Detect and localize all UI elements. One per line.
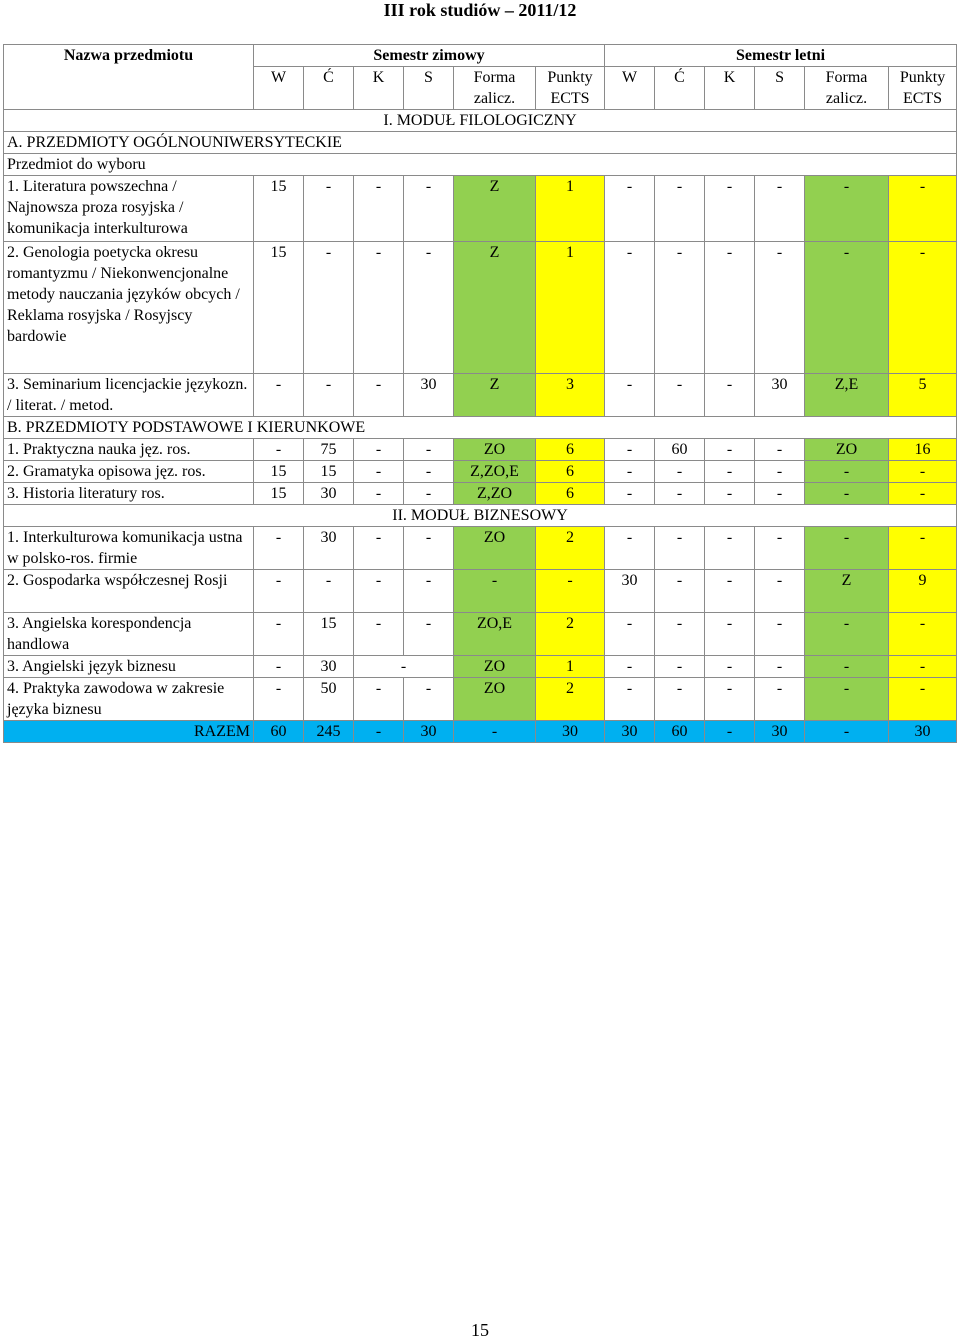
grade-cell: - xyxy=(705,439,755,461)
page-title: III rok studiów – 2011/12 xyxy=(383,0,577,20)
grade-cell: - xyxy=(755,461,805,483)
col-header: Punkty ECTS xyxy=(536,67,605,110)
subject-row xyxy=(4,678,957,721)
total-cell: 60 xyxy=(254,721,304,743)
subject-name: 3. Angielska korespondencja handlowa xyxy=(4,613,254,656)
grade-cell: - xyxy=(354,483,404,505)
grade-cell: - xyxy=(705,570,755,613)
grade-cell: - xyxy=(655,678,705,721)
grade-cell: - xyxy=(705,483,755,505)
grade-cell: 15 xyxy=(254,461,304,483)
grade-cell: - xyxy=(605,656,655,678)
grade-cell: - xyxy=(354,461,404,483)
grade-cell: - xyxy=(889,176,957,242)
module-heading: I. MODUŁ FILOLOGICZNY xyxy=(4,110,957,132)
grade-cell: - xyxy=(605,613,655,656)
grade-cell: - xyxy=(454,570,536,613)
grade-cell: 6 xyxy=(536,483,605,505)
grade-cell: - xyxy=(805,678,889,721)
col-header: Ć xyxy=(655,67,705,110)
subject-name: 2. Genologia poetycka okresu romantyzmu / Niekonwencjonalne metody nauczania języków obcych / Reklama rosyjska / Rosyjscy bardowie xyxy=(4,242,254,374)
grade-cell: - xyxy=(805,461,889,483)
grade-cell: - xyxy=(605,242,655,374)
grade-cell: - xyxy=(655,461,705,483)
col-header: S xyxy=(755,67,805,110)
header-subject-name: Nazwa przedmiotu xyxy=(4,45,254,110)
total-cell: 60 xyxy=(655,721,705,743)
total-cell: 245 xyxy=(304,721,354,743)
grade-cell: - xyxy=(404,439,454,461)
grade-cell: - xyxy=(605,176,655,242)
col-header: K xyxy=(705,67,755,110)
grade-cell: 15 xyxy=(254,176,304,242)
grade-cell: - xyxy=(889,527,957,570)
grade-cell: - xyxy=(805,242,889,374)
grade-cell: - xyxy=(254,656,304,678)
total-cell: 30 xyxy=(755,721,805,743)
grade-cell: 2 xyxy=(536,613,605,656)
grade-cell: - xyxy=(705,527,755,570)
grade-cell: - xyxy=(404,176,454,242)
page-number: 15 xyxy=(471,1320,489,1340)
col-header: W xyxy=(605,67,655,110)
col-header: Ć xyxy=(304,67,354,110)
grade-cell: - xyxy=(889,242,957,374)
grade-cell: 6 xyxy=(536,439,605,461)
header-summer-semester: Semestr letni xyxy=(605,45,957,67)
grade-cell: - xyxy=(304,374,354,417)
grade-cell: ZO xyxy=(454,656,536,678)
subject-name: 2. Gospodarka współczesnej Rosji xyxy=(4,570,254,613)
grade-cell: - xyxy=(755,242,805,374)
header-winter-semester: Semestr zimowy xyxy=(254,45,605,67)
grade-cell: - xyxy=(254,439,304,461)
grade-cell: - xyxy=(655,527,705,570)
grade-cell: - xyxy=(889,461,957,483)
grade-cell: Z xyxy=(454,176,536,242)
grade-cell: - xyxy=(304,176,354,242)
grade-cell: 15 xyxy=(254,242,304,374)
grade-cell: 9 xyxy=(889,570,957,613)
grade-cell: - xyxy=(404,483,454,505)
grade-cell: 30 xyxy=(304,527,354,570)
section-heading: A. PRZEDMIOTY OGÓLNOUNIWERSYTECKIE xyxy=(4,132,957,154)
grade-cell: ZO xyxy=(454,439,536,461)
grade-cell: - xyxy=(254,374,304,417)
grade-cell: - xyxy=(889,613,957,656)
grade-cell: 1 xyxy=(536,176,605,242)
subject-name: 1. Literatura powszechna / Najnowsza proza rosyjska / komunikacja interkulturowa xyxy=(4,176,254,242)
grade-cell: - xyxy=(655,242,705,374)
grade-cell: 30 xyxy=(404,374,454,417)
grade-cell: - xyxy=(304,242,354,374)
grade-cell: 2 xyxy=(536,678,605,721)
grade-cell: - xyxy=(254,570,304,613)
subject-name: 2. Gramatyka opisowa jęz. ros. xyxy=(4,461,254,483)
grade-cell: - xyxy=(404,570,454,613)
grade-cell: 30 xyxy=(304,483,354,505)
grade-cell: - xyxy=(354,176,404,242)
grade-cell: - xyxy=(805,176,889,242)
grade-cell: - xyxy=(755,176,805,242)
total-cell: 30 xyxy=(889,721,957,743)
grade-cell: - xyxy=(254,678,304,721)
grade-cell: - xyxy=(805,527,889,570)
grade-cell: Z xyxy=(805,570,889,613)
grade-cell: - xyxy=(605,527,655,570)
grade-cell: Z xyxy=(454,242,536,374)
grade-cell: Z,ZO,E xyxy=(454,461,536,483)
grade-cell: - xyxy=(354,570,404,613)
grade-cell: 15 xyxy=(304,461,354,483)
study-plan-table xyxy=(3,44,957,743)
subject-name: 1. Praktyczna nauka jęz. ros. xyxy=(4,439,254,461)
grade-cell: 16 xyxy=(889,439,957,461)
grade-cell: 2 xyxy=(536,527,605,570)
grade-cell: - xyxy=(705,461,755,483)
grade-cell: - xyxy=(705,374,755,417)
grade-cell: - xyxy=(755,483,805,505)
grade-cell: - xyxy=(655,483,705,505)
grade-cell: - xyxy=(354,656,454,678)
subject-name: 3. Historia literatury ros. xyxy=(4,483,254,505)
grade-cell: - xyxy=(705,656,755,678)
col-header: W xyxy=(254,67,304,110)
subject-row xyxy=(4,570,957,613)
grade-cell: - xyxy=(755,613,805,656)
total-cell: - xyxy=(354,721,404,743)
grade-cell: - xyxy=(889,678,957,721)
subject-name: 3. Seminarium licencjackie językozn. / literat. / metod. xyxy=(4,374,254,417)
subject-row xyxy=(4,439,957,461)
subject-name: 1. Interkulturowa komunikacja ustna w polsko-ros. firmie xyxy=(4,527,254,570)
grade-cell: - xyxy=(404,242,454,374)
grade-cell: - xyxy=(655,374,705,417)
grade-cell: - xyxy=(536,570,605,613)
elective-heading: Przedmiot do wyboru xyxy=(4,154,957,176)
grade-cell: - xyxy=(889,483,957,505)
total-row xyxy=(4,721,957,743)
subject-name: 3. Angielski język biznesu xyxy=(4,656,254,678)
total-cell: - xyxy=(805,721,889,743)
grade-cell: 5 xyxy=(889,374,957,417)
grade-cell: - xyxy=(605,461,655,483)
grade-cell: - xyxy=(889,656,957,678)
grade-cell: 15 xyxy=(304,613,354,656)
grade-cell: - xyxy=(705,613,755,656)
grade-cell: - xyxy=(755,439,805,461)
subject-row xyxy=(4,176,957,242)
grade-cell: - xyxy=(404,461,454,483)
grade-cell: - xyxy=(755,656,805,678)
total-cell: 30 xyxy=(605,721,655,743)
total-cell: 30 xyxy=(536,721,605,743)
grade-cell: 30 xyxy=(304,656,354,678)
grade-cell: 1 xyxy=(536,656,605,678)
grade-cell: - xyxy=(404,527,454,570)
grade-cell: 1 xyxy=(536,242,605,374)
subject-name: 4. Praktyka zawodowa w zakresie języka biznesu xyxy=(4,678,254,721)
subject-row xyxy=(4,374,957,417)
grade-cell: 30 xyxy=(605,570,655,613)
grade-cell: 60 xyxy=(655,439,705,461)
grade-cell: - xyxy=(354,374,404,417)
grade-cell: ZO xyxy=(805,439,889,461)
grade-cell: 6 xyxy=(536,461,605,483)
total-cell: 30 xyxy=(404,721,454,743)
grade-cell: - xyxy=(354,613,404,656)
grade-cell: - xyxy=(605,439,655,461)
col-header: Forma zalicz. xyxy=(454,67,536,110)
subject-row xyxy=(4,656,957,678)
grade-cell: 3 xyxy=(536,374,605,417)
grade-cell: - xyxy=(655,613,705,656)
grade-cell: - xyxy=(354,439,404,461)
grade-cell: - xyxy=(705,678,755,721)
grade-cell: - xyxy=(805,483,889,505)
grade-cell: - xyxy=(254,613,304,656)
total-cell: - xyxy=(705,721,755,743)
grade-cell: 15 xyxy=(254,483,304,505)
grade-cell: - xyxy=(805,613,889,656)
grade-cell: - xyxy=(304,570,354,613)
col-header: Forma zalicz. xyxy=(805,67,889,110)
grade-cell: 30 xyxy=(755,374,805,417)
subject-row xyxy=(4,527,957,570)
grade-cell: - xyxy=(705,242,755,374)
grade-cell: 50 xyxy=(304,678,354,721)
subject-row xyxy=(4,242,957,374)
grade-cell: - xyxy=(404,678,454,721)
grade-cell: - xyxy=(755,678,805,721)
col-header: S xyxy=(404,67,454,110)
grade-cell: - xyxy=(354,242,404,374)
subject-row xyxy=(4,613,957,656)
grade-cell: - xyxy=(354,678,404,721)
grade-cell: - xyxy=(655,176,705,242)
grade-cell: - xyxy=(404,613,454,656)
total-label: RAZEM xyxy=(4,721,254,743)
grade-cell: - xyxy=(755,570,805,613)
subject-row xyxy=(4,483,957,505)
grade-cell: ZO xyxy=(454,678,536,721)
total-cell: - xyxy=(454,721,536,743)
grade-cell: Z xyxy=(454,374,536,417)
grade-cell: - xyxy=(705,176,755,242)
grade-cell: - xyxy=(655,656,705,678)
grade-cell: - xyxy=(755,527,805,570)
section-heading: B. PRZEDMIOTY PODSTAWOWE I KIERUNKOWE xyxy=(4,417,957,439)
grade-cell: - xyxy=(805,656,889,678)
module-heading: II. MODUŁ BIZNESOWY xyxy=(4,505,957,527)
col-header: Punkty ECTS xyxy=(889,67,957,110)
grade-cell: - xyxy=(605,483,655,505)
grade-cell: 75 xyxy=(304,439,354,461)
grade-cell: ZO,E xyxy=(454,613,536,656)
grade-cell: - xyxy=(254,527,304,570)
grade-cell: - xyxy=(605,678,655,721)
grade-cell: ZO xyxy=(454,527,536,570)
subject-row xyxy=(4,461,957,483)
grade-cell: Z,ZO xyxy=(454,483,536,505)
grade-cell: Z,E xyxy=(805,374,889,417)
grade-cell: - xyxy=(655,570,705,613)
grade-cell: - xyxy=(354,527,404,570)
grade-cell: - xyxy=(605,374,655,417)
col-header: K xyxy=(354,67,404,110)
